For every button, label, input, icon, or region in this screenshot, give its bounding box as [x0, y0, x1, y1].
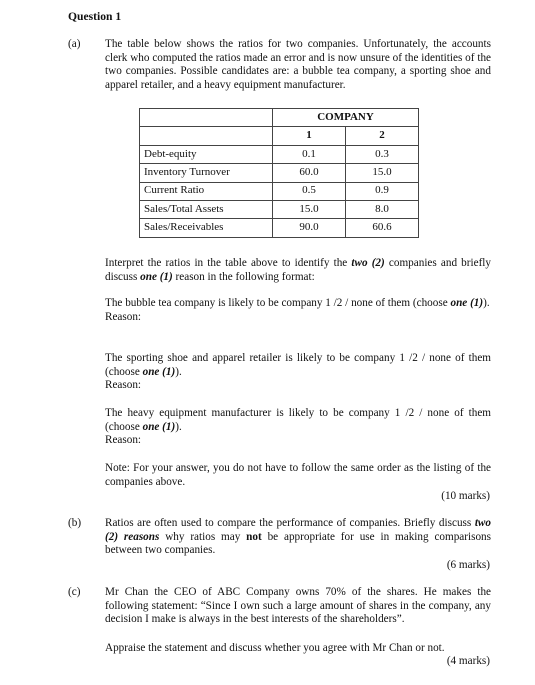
table-row — [140, 200, 419, 218]
part-b-text-segment: be appropriate for use in making comparisons between two companies. — [105, 530, 491, 557]
row-value-1: 0.1 — [273, 145, 346, 163]
row-label: Debt-equity — [140, 145, 273, 163]
table-row — [140, 164, 419, 182]
column-header-1: 1 — [273, 127, 346, 145]
instruction-emphasis: two (2) — [351, 257, 385, 269]
table-row — [140, 182, 419, 200]
part-b-label: (b) — [68, 517, 82, 529]
table-column-row — [140, 127, 419, 145]
row-value-1: 15.0 — [273, 200, 346, 218]
row-value-2: 0.9 — [346, 182, 419, 200]
reason-label: Reason: — [105, 310, 142, 323]
row-value-2: 0.3 — [346, 145, 419, 163]
item-text: ). — [483, 297, 490, 309]
row-label: Sales/Receivables — [140, 219, 273, 237]
part-b-emphasis: two (2) reasons — [105, 517, 491, 543]
row-value-1: 60.0 — [273, 164, 346, 182]
question-title: Question 1 — [68, 10, 122, 23]
answer-item-bubble-tea — [105, 297, 491, 324]
item-text: ). — [175, 365, 182, 378]
item-emphasis: one (1) — [450, 297, 484, 309]
table-row — [140, 219, 419, 237]
part-c-label: (c) — [68, 586, 81, 598]
instruction-text: reason in the following format: — [172, 270, 315, 283]
company-header: COMPANY — [273, 109, 419, 127]
item-text: ). — [175, 420, 182, 433]
table-corner-cell — [140, 109, 273, 127]
instruction-emphasis: one (1) — [140, 270, 173, 283]
reason-label: Reason: — [105, 434, 142, 447]
part-b-text-segment: why ratios may — [159, 530, 247, 543]
column-header-2: 2 — [346, 127, 419, 145]
part-b-text — [105, 517, 491, 558]
table-row — [140, 145, 419, 163]
part-b-text-segment: Ratios are often used to compare the performance of companies. Briefly discuss — [105, 517, 475, 529]
item-emphasis: one (1) — [142, 420, 176, 433]
part-b-marks: (6 marks) — [446, 559, 490, 571]
instruction-text: companies and briefly discuss — [105, 257, 491, 283]
part-c-text: Mr Chan the CEO of ABC Company owns 70% of the shares. He makes the following statement: “Since I own such a large amount of shares in the company, any decision I make is always in the best interests of the shareholders”. — [105, 586, 491, 626]
ratios-table — [139, 108, 419, 238]
row-label: Current Ratio — [140, 182, 273, 200]
row-value-2: 60.6 — [346, 219, 419, 237]
item-text: The heavy equipment manufacturer is likely to be company 1 /2 / none of them (choose — [105, 407, 491, 433]
row-value-2: 15.0 — [346, 164, 419, 182]
part-c-marks: (4 marks) — [446, 655, 490, 667]
part-a-note: Note: For your answer, you do not have to follow the same order as the listing of the companies above. — [105, 462, 491, 488]
answer-item-heavy-equipment — [105, 407, 491, 448]
row-value-1: 0.5 — [273, 182, 346, 200]
part-b-bold: not — [246, 530, 262, 543]
part-a-marks: (10 marks) — [441, 490, 490, 502]
answer-item-sporting-shoe — [105, 352, 491, 393]
item-emphasis: one (1) — [142, 365, 176, 378]
part-a-label: (a) — [68, 38, 81, 50]
table-header-row — [140, 109, 419, 127]
row-value-1: 90.0 — [273, 219, 346, 237]
table-blank-cell — [140, 127, 273, 145]
instruction-text: Interpret the ratios in the table above to identify the — [105, 257, 352, 269]
row-label: Sales/Total Assets — [140, 200, 273, 218]
part-a-instruction — [105, 257, 491, 284]
row-label: Inventory Turnover — [140, 164, 273, 182]
reason-label: Reason: — [105, 379, 142, 392]
item-text: The sporting shoe and apparel retailer is likely to be company 1 /2 / none of them (choose — [105, 352, 491, 378]
part-a-intro: The table below shows the ratios for two companies. Unfortunately, the accounts clerk who computed the ratios made an error and is now unsure of the identities of the two companies. Possible candidates are: a bubble tea company, a sporting shoe and apparel retailer, and a heavy equipment manufacturer. — [105, 38, 491, 91]
item-text: The bubble tea company is likely to be company 1 /2 / none of them (choose — [105, 297, 451, 309]
part-c-appraise: Appraise the statement and discuss whether you agree with Mr Chan or not. — [105, 642, 445, 654]
row-value-2: 8.0 — [346, 200, 419, 218]
